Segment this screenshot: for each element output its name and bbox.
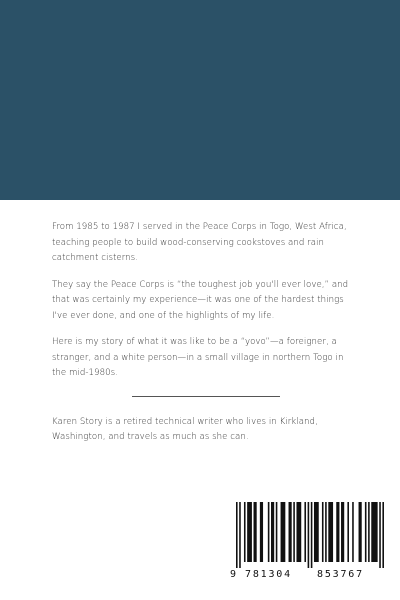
barcode-bar bbox=[293, 502, 295, 562]
barcode-digit-first: 9 bbox=[230, 569, 237, 580]
section-divider bbox=[132, 396, 280, 397]
author-bio: Karen Story is a retired technical writer who lives in Kirkland, Washington, and travels as much as she can. bbox=[52, 416, 318, 442]
isbn-barcode bbox=[228, 495, 391, 587]
barcode-bar bbox=[352, 502, 354, 562]
cover-color-band bbox=[0, 0, 400, 200]
barcode-bar bbox=[371, 502, 377, 562]
barcode-digits-left: 781304 bbox=[245, 569, 292, 580]
blurb-paragraph-3: Here is my story of what it was like to be a “yovo”—a foreigner, a stranger, and a white person—in a small village in northern Togo in the mid-1980s. bbox=[52, 337, 344, 378]
barcode-bar bbox=[365, 502, 367, 562]
barcode-bar bbox=[260, 502, 263, 562]
barcode-bar bbox=[239, 502, 241, 568]
barcode-bar bbox=[359, 502, 362, 562]
barcode-bar bbox=[276, 502, 278, 562]
blurb-paragraph-1: From 1985 to 1987 I served in the Peace Corps in Togo, West Africa, teaching people to build wood-conserving cookstoves and rain catchment cisterns. bbox=[52, 222, 347, 263]
barcode-bar bbox=[247, 502, 252, 562]
barcode-bar bbox=[254, 502, 257, 562]
barcode-bar bbox=[244, 502, 246, 562]
barcode-bar bbox=[236, 502, 238, 568]
barcode-bar bbox=[271, 502, 274, 562]
barcode-digits bbox=[230, 569, 390, 583]
barcode-digits-right: 853767 bbox=[317, 569, 364, 580]
barcode-bar bbox=[379, 502, 381, 568]
barcode-bar bbox=[382, 502, 384, 568]
back-cover-blurb bbox=[52, 220, 352, 457]
barcode-bar bbox=[281, 502, 286, 562]
barcode-bar bbox=[308, 502, 310, 568]
barcode-bar bbox=[304, 502, 306, 562]
barcode-bar bbox=[347, 502, 349, 562]
barcode-bar bbox=[328, 502, 333, 562]
barcode-bar bbox=[296, 502, 301, 562]
blurb-paragraph-2: They say the Peace Corps is “the toughest job you'll ever love,” and that was certainly my experience—it was one of the hardest things I've ever done, and one of the highlights of my life. bbox=[52, 279, 349, 321]
barcode-bar bbox=[336, 502, 339, 562]
barcode-bar bbox=[311, 502, 313, 568]
barcode-bar bbox=[314, 502, 319, 562]
barcode-bar bbox=[289, 502, 292, 562]
barcode-bar bbox=[341, 502, 344, 562]
barcode-bar bbox=[322, 502, 324, 562]
barcode-bar bbox=[268, 502, 270, 562]
barcode-bars bbox=[236, 502, 384, 568]
barcode-bar bbox=[325, 502, 327, 562]
barcode-bar bbox=[368, 502, 370, 562]
